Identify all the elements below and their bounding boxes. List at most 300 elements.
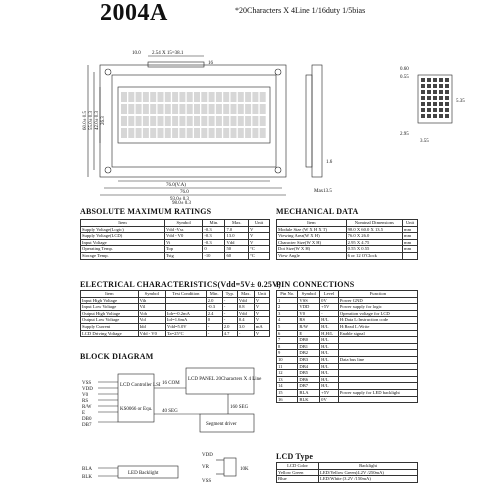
table-cell: LCD Driving Voltage <box>81 330 139 337</box>
table-cell: V <box>249 226 270 233</box>
table-row <box>277 363 418 370</box>
table-row <box>81 317 270 324</box>
table-header-row <box>277 291 418 298</box>
table-cell: - <box>206 330 222 337</box>
lcd-char-cell <box>179 128 185 138</box>
table-header: Min. <box>203 220 225 227</box>
lcd-char-cell <box>201 116 207 126</box>
lcd-char-cell <box>216 104 222 114</box>
table-row <box>277 330 418 337</box>
signal-db0: DB0 <box>82 417 92 422</box>
table-cell: DB4 <box>298 363 320 370</box>
table-row <box>277 383 418 390</box>
table-cell: -10 <box>203 252 225 259</box>
elec-title: ELECTRICAL CHARACTERISTICS(Vdd=5V± 0.25V) <box>80 280 281 289</box>
lcd-char-cell <box>231 116 237 126</box>
lcd-char-cell <box>245 92 251 102</box>
connector <box>148 62 204 67</box>
table-cell: Supply Voltage(Logic) <box>81 226 165 233</box>
table-cell: Top <box>164 246 202 253</box>
lcd-char-cell <box>143 104 149 114</box>
table-cell: °C <box>249 246 270 253</box>
table-cell: 50 <box>225 246 249 253</box>
table-cell: Data bus line <box>338 356 417 363</box>
table-cell: 4 <box>277 317 298 324</box>
panel-label: LCD PANEL 20Characters X 4 Line <box>188 377 262 382</box>
signal-v0: V0 <box>82 393 89 398</box>
table-cell: Storage Temp. <box>81 252 165 259</box>
lcd-char-cell <box>158 104 164 114</box>
table-cell: H/L <box>320 323 339 330</box>
table-row <box>81 233 270 240</box>
table-header: Symbol <box>298 291 320 298</box>
lcd-char-cell <box>194 104 200 114</box>
table-header: Nominal Dimensions <box>346 220 402 227</box>
elec-table <box>80 290 270 337</box>
table-cell: Supply Voltage(LCD) <box>81 233 165 240</box>
table-row <box>81 226 270 233</box>
table-cell: H/L <box>320 343 339 350</box>
table-cell: 0 <box>206 317 222 324</box>
dim-text: 98.0± 0.3 <box>172 201 191 205</box>
dim-text: 26.3 <box>101 116 106 125</box>
block-diagram <box>78 362 274 498</box>
table-header-row <box>81 291 270 298</box>
table-header: Symbol <box>138 291 165 298</box>
lcd-char-cell <box>165 128 171 138</box>
lcd-char-cell <box>143 116 149 126</box>
lcd-char-cell <box>231 92 237 102</box>
table-cell: Vdd - V0 <box>138 330 165 337</box>
table-header: Max. <box>237 291 254 298</box>
table-cell: 6 <box>277 330 298 337</box>
pins-table <box>276 290 418 403</box>
table-cell: -0.3 <box>206 304 222 311</box>
dim-text: 42.0± 0.3 <box>95 111 100 130</box>
table-cell: V <box>254 330 269 337</box>
lcd-char-cell <box>165 104 171 114</box>
table-cell: Vi <box>164 239 202 246</box>
lcd-char-cell <box>187 128 193 138</box>
lcd-char-cell <box>231 128 237 138</box>
lcd-char-cell <box>252 128 258 138</box>
table-cell: DB1 <box>298 343 320 350</box>
table-cell: View Angle <box>277 252 347 259</box>
table-header: Item <box>81 220 165 227</box>
table-cell: 4.7 <box>222 330 237 337</box>
table-cell: -0.3 <box>203 226 225 233</box>
table-header: Unit <box>249 220 270 227</box>
table-cell: Voh <box>138 310 165 317</box>
table-cell: 98.0 X 60.0 X 13.5 <box>346 226 402 233</box>
lcd-char-cell <box>252 116 258 126</box>
table-cell: +5V <box>320 389 339 396</box>
table-row <box>81 246 270 253</box>
table-cell <box>338 350 417 357</box>
lcd-char-cell <box>150 128 156 138</box>
lcd-char-cell <box>252 92 258 102</box>
dim-text: 0.60 <box>400 67 409 72</box>
lcd-char-cell <box>136 128 142 138</box>
lcd-char-cell <box>209 128 215 138</box>
table-row <box>277 376 418 383</box>
table-cell: V <box>254 310 269 317</box>
table-cell: - <box>222 317 237 324</box>
lcd-char-cell <box>231 104 237 114</box>
table-row <box>81 239 270 246</box>
table-row <box>81 310 270 317</box>
lcd-char-cell <box>128 128 134 138</box>
table-row <box>277 323 418 330</box>
dim-text: 3.55 <box>420 139 429 144</box>
table-row <box>277 297 418 304</box>
vr-label: VR <box>202 465 209 470</box>
table-cell: H/L <box>320 363 339 370</box>
lcd-type-title: LCD Type <box>276 452 314 461</box>
lcd-char-cell <box>165 116 171 126</box>
table-cell: -0.3 <box>203 239 225 246</box>
table-row <box>277 476 418 483</box>
table-cell: Operation voltage for LCD <box>338 310 417 317</box>
table-cell: RS <box>298 317 320 324</box>
table-header: Typ. <box>222 291 237 298</box>
table-cell: Character Size(W X H) <box>277 239 347 246</box>
table-row <box>277 239 418 246</box>
table-header: Level <box>320 291 339 298</box>
lcd-char-cell <box>158 128 164 138</box>
lcd-char-cell <box>252 104 258 114</box>
lcd-char-cell <box>245 116 251 126</box>
table-cell: 0.8 <box>237 304 254 311</box>
controller-label: LCD Controller LSI <box>120 383 161 388</box>
lcd-char-cell <box>238 92 244 102</box>
table-cell: LED/White (3.2V /150mA) <box>319 476 418 483</box>
lcd-char-cell <box>158 92 164 102</box>
signal-rs: RS <box>82 399 89 404</box>
dim-text: 60.0± 0.5 <box>83 111 88 130</box>
table-cell: DB0 <box>298 337 320 344</box>
lcd-char-cell <box>158 116 164 126</box>
table-cell: 2 <box>277 304 298 311</box>
lcd-char-cell <box>136 116 142 126</box>
table-cell: 16 <box>277 396 298 403</box>
signal-blk: BLK <box>82 475 92 480</box>
lcd-char-cell <box>136 92 142 102</box>
lcd-char-cell <box>194 92 200 102</box>
signal-bla: BLA <box>82 467 92 472</box>
table-row <box>277 246 418 253</box>
table-cell: H/L <box>320 383 339 390</box>
table-cell: 2.4 <box>206 310 222 317</box>
table-cell: Yellow Green <box>277 469 319 476</box>
lcd-char-cell <box>260 128 266 138</box>
table-cell: 15 <box>277 389 298 396</box>
lcd-char-cell <box>187 104 193 114</box>
table-header: Unit <box>254 291 269 298</box>
table-cell: Input Low Voltage <box>81 304 139 311</box>
table-cell: 2.0 <box>222 323 237 330</box>
table-cell: 0.4 <box>237 317 254 324</box>
lcd-char-cell <box>172 92 178 102</box>
table-cell: Idd <box>138 323 165 330</box>
table-row <box>277 396 418 403</box>
table-cell: Vdd <box>225 239 249 246</box>
lcd-char-cell <box>245 104 251 114</box>
dim-text: 76.0(V.A) <box>166 183 186 188</box>
table-cell: VDD <box>298 304 320 311</box>
seg160-label: 160 SEG <box>230 405 249 410</box>
table-row <box>81 252 270 259</box>
lcd-char-cell <box>238 104 244 114</box>
dim-text: 16 <box>208 61 213 66</box>
table-cell: V <box>249 239 270 246</box>
lcd-char-cell <box>194 116 200 126</box>
lcd-char-cell <box>172 128 178 138</box>
table-row <box>81 330 270 337</box>
lcd-char-cell <box>128 116 134 126</box>
table-cell: 0V <box>320 297 339 304</box>
seg40-label: 40 SEG <box>162 409 178 414</box>
dim-text: 93.0± 0.3 <box>170 197 189 202</box>
table-cell: -0.3 <box>203 233 225 240</box>
table-cell: V <box>254 297 269 304</box>
lcd-char-cell <box>136 104 142 114</box>
table-cell: H/L <box>320 376 339 383</box>
table-cell: Power GND <box>338 297 417 304</box>
table-cell: H:Data L:Instruction code <box>338 317 417 324</box>
table-cell: mA <box>254 323 269 330</box>
table-cell: 11 <box>277 363 298 370</box>
char-dots <box>421 78 449 118</box>
table-cell: V <box>254 317 269 324</box>
table-cell: 3.0 <box>237 323 254 330</box>
lcd-char-cell <box>216 116 222 126</box>
table-row <box>277 226 418 233</box>
lcd-char-cell <box>223 104 229 114</box>
table-cell: mm <box>403 239 418 246</box>
page-title: 2004A <box>100 0 168 26</box>
table-cell: Vdd <box>237 297 254 304</box>
mount-hole <box>275 69 281 75</box>
abs-max-title: ABSOLUTE MAXIMUM RATINGS <box>80 207 212 216</box>
mount-hole <box>105 167 111 173</box>
table-cell: Vol <box>138 317 165 324</box>
lcd-char-cell <box>128 92 134 102</box>
table-cell: Operating Temp. <box>81 246 165 253</box>
table-row <box>277 310 418 317</box>
table-cell: Viewing Area(W X H) <box>277 233 347 240</box>
table-header-row <box>277 220 418 227</box>
lcd-char-cell <box>150 104 156 114</box>
table-cell: BLK <box>298 396 320 403</box>
block-title: BLOCK DIAGRAM <box>80 352 154 361</box>
table-cell: Vdd <box>237 310 254 317</box>
table-header: Max. <box>225 220 249 227</box>
lcd-char-cell <box>238 116 244 126</box>
signal-db7: DB7 <box>82 423 92 428</box>
dim-text: 0.55 <box>400 75 409 80</box>
table-cell: - <box>320 310 339 317</box>
table-cell: 0 <box>203 246 225 253</box>
table-cell: Vdd -Vss <box>164 226 202 233</box>
table-cell: H:Read L:Write <box>338 323 417 330</box>
mech-table <box>276 219 418 260</box>
table-cell: 1 <box>277 297 298 304</box>
table-row <box>81 323 270 330</box>
lcd-char-cell <box>201 128 207 138</box>
res-label: 10K <box>240 467 249 472</box>
dim-text: 5.35 <box>456 99 465 104</box>
pot-box <box>224 458 236 476</box>
table-cell <box>403 252 418 259</box>
dim-text: Max13.5 <box>314 189 332 194</box>
table-cell: V0 <box>298 310 320 317</box>
lcd-char-cell <box>216 92 222 102</box>
dim-text: 76.0 <box>180 190 189 195</box>
lcd-type-table <box>276 462 418 483</box>
table-header: LCD Color <box>277 463 319 470</box>
lcd-char-cell <box>128 104 134 114</box>
table-cell: Vdd=5.0V <box>166 323 207 330</box>
lcd-char-cell <box>121 104 127 114</box>
table-cell: BLA <box>298 389 320 396</box>
table-cell: +5V <box>320 304 339 311</box>
table-header: Test Condition <box>166 291 207 298</box>
table-row <box>277 350 418 357</box>
table-cell: mm <box>403 233 418 240</box>
table-cell: Vdd - V0 <box>164 233 202 240</box>
table-row <box>277 370 418 377</box>
table-cell: H/L <box>320 350 339 357</box>
table-cell: - <box>237 330 254 337</box>
lcd-char-cell <box>172 116 178 126</box>
table-cell: DB2 <box>298 350 320 357</box>
table-cell: H/L <box>320 317 339 324</box>
table-cell: V <box>254 304 269 311</box>
table-cell: - <box>222 310 237 317</box>
table-cell: V <box>249 233 270 240</box>
table-cell: 7.0 <box>225 226 249 233</box>
table-cell: Dot Size(W X H) <box>277 246 347 253</box>
table-cell: Supply Current <box>81 323 139 330</box>
table-cell <box>338 383 417 390</box>
table-cell: Ta=25°C <box>166 330 207 337</box>
table-cell <box>338 370 417 377</box>
driver-label: Segment driver <box>206 422 237 427</box>
lcd-char-cell <box>121 128 127 138</box>
table-cell <box>338 396 417 403</box>
mech-title: MECHANICAL DATA <box>276 207 359 216</box>
table-row <box>277 317 418 324</box>
table-cell: 8 <box>277 343 298 350</box>
dim-text: 10.0 <box>132 51 141 56</box>
abs-max-table <box>80 219 270 260</box>
table-cell: - <box>222 304 237 311</box>
table-cell <box>166 297 207 304</box>
dim-text: 2.54 X 15=38.1 <box>152 51 184 56</box>
table-cell: 2.95 X 4.75 <box>346 239 402 246</box>
table-cell: 6 or 12 O'Clock <box>346 252 402 259</box>
lcd-char-cell <box>121 92 127 102</box>
signal-e: E <box>82 411 86 416</box>
table-cell: 10 <box>277 356 298 363</box>
table-cell: 0.55 X 0.55 <box>346 246 402 253</box>
signal-vdd: VDD <box>82 387 93 392</box>
table-cell: mm <box>403 226 418 233</box>
table-cell <box>338 337 417 344</box>
table-cell: 2.0 <box>206 297 222 304</box>
lcd-char-cell <box>121 116 127 126</box>
lcd-char-cell <box>260 116 266 126</box>
table-cell: 5 <box>277 323 298 330</box>
table-cell <box>338 343 417 350</box>
table-cell <box>338 376 417 383</box>
table-cell: Blue <box>277 476 319 483</box>
signal-rw: R/W <box>82 405 92 410</box>
page-subtitle: *20Characters X 4Line 1/16duty 1/5bias <box>235 6 366 15</box>
table-cell: 60 <box>225 252 249 259</box>
controller-label-2: KS0066 or Equ. <box>120 407 153 412</box>
table-header: Function <box>338 291 417 298</box>
table-row <box>81 304 270 311</box>
lcd-char-cell <box>209 104 215 114</box>
table-cell: Output Low Voltage <box>81 317 139 324</box>
lcd-char-cell <box>223 92 229 102</box>
lcd-char-cell <box>143 92 149 102</box>
table-cell: E <box>298 330 320 337</box>
table-cell: 76.0 X 26.0 <box>346 233 402 240</box>
table-cell: DB7 <box>298 383 320 390</box>
lcd-char-cell <box>201 104 207 114</box>
mount-hole <box>105 69 111 75</box>
lcd-char-cell <box>150 116 156 126</box>
table-header-row <box>277 463 418 470</box>
table-header-row <box>81 220 270 227</box>
lcd-char-cell <box>223 116 229 126</box>
lcd-char-cell <box>179 104 185 114</box>
table-cell: - <box>206 323 222 330</box>
mechanical-drawing <box>0 20 500 205</box>
table-cell: - <box>222 297 237 304</box>
table-cell: Module Size (W X H X T) <box>277 226 347 233</box>
table-cell: 13 <box>277 376 298 383</box>
table-row <box>277 337 418 344</box>
table-header: Item <box>277 220 347 227</box>
table-header: Min. <box>206 291 222 298</box>
table-cell: H/L <box>320 337 339 344</box>
table-header: Symbol <box>164 220 202 227</box>
lcd-char-cell <box>209 92 215 102</box>
mount-hole <box>275 167 281 173</box>
lcd-char-cell <box>238 128 244 138</box>
table-cell: 7 <box>277 337 298 344</box>
table-cell: Power supply for LED backlight <box>338 389 417 396</box>
table-header: Unit <box>403 220 418 227</box>
table-cell: DB3 <box>298 356 320 363</box>
table-cell: Power supply for logic <box>338 304 417 311</box>
table-row <box>277 356 418 363</box>
vss-label: VSS <box>202 479 212 484</box>
table-cell: 14 <box>277 383 298 390</box>
table-row <box>277 389 418 396</box>
table-cell: 12 <box>277 370 298 377</box>
table-cell: DB6 <box>298 376 320 383</box>
table-cell: H/L <box>320 370 339 377</box>
lcd-character-grid <box>121 92 266 138</box>
table-cell: H/L <box>320 356 339 363</box>
table-row <box>277 252 418 259</box>
lcd-char-cell <box>216 128 222 138</box>
